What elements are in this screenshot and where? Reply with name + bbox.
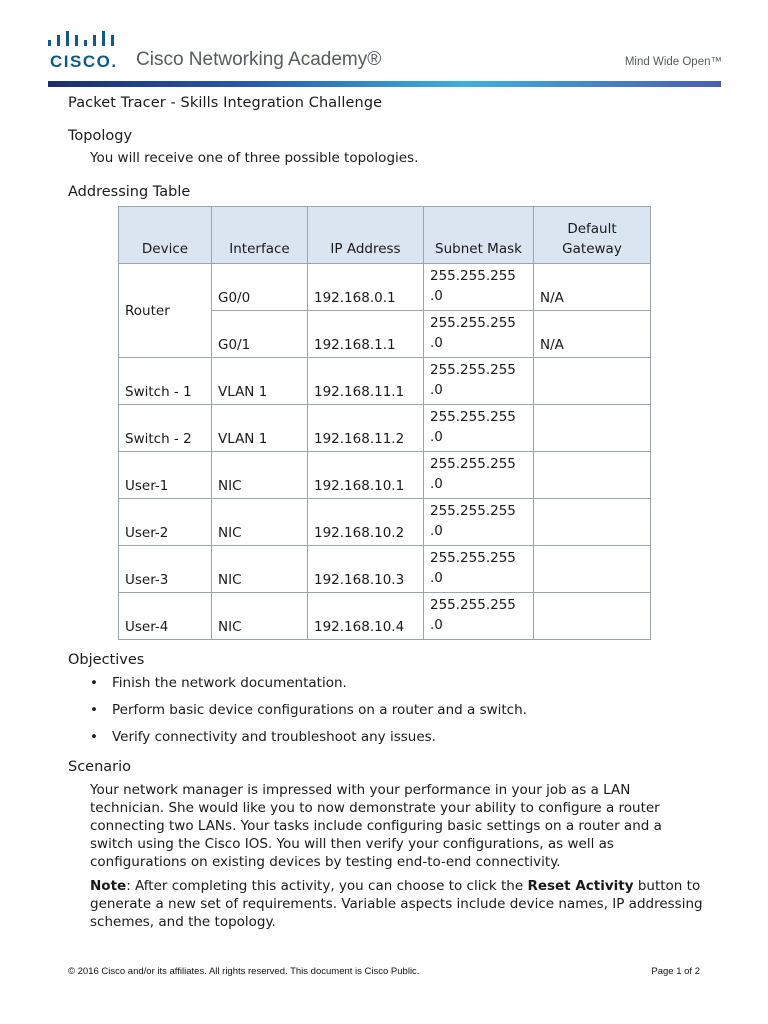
cell-ip: 192.168.0.1 (308, 264, 424, 311)
col-subnet-mask: Subnet Mask (424, 207, 534, 264)
list-item: • Perform basic device configurations on a router and a switch. (90, 702, 527, 718)
table-row (119, 405, 651, 452)
cell-interface: NIC (212, 499, 308, 546)
cell-mask: 255.255.255 .0 (424, 405, 534, 452)
cisco-brand: CISCO. (50, 52, 118, 71)
cell-interface: NIC (212, 546, 308, 593)
cell-ip: 192.168.10.3 (308, 546, 424, 593)
page-number: Page 1 of 2 (651, 966, 700, 977)
cell-ip: 192.168.10.2 (308, 499, 424, 546)
copyright-text: © 2016 Cisco and/or its affiliates. All rights reserved. This document is Cisco Public. (68, 966, 420, 977)
cell-device: Router (119, 264, 212, 358)
header-stripe (48, 81, 721, 87)
cell-device: User-2 (119, 499, 212, 546)
list-item: • Verify connectivity and troubleshoot any issues. (90, 729, 436, 745)
list-item: • Finish the network documentation. (90, 675, 347, 691)
objectives-list (90, 674, 708, 747)
cell-interface: NIC (212, 452, 308, 499)
table-row (119, 264, 651, 311)
cell-gateway (534, 452, 651, 499)
cell-interface: VLAN 1 (212, 405, 308, 452)
page-header (0, 0, 768, 90)
topology-text: You will receive one of three possible topologies. (90, 150, 419, 166)
cell-gateway: N/A (534, 264, 651, 311)
col-ip-address: IP Address (308, 207, 424, 264)
addressing-heading: Addressing Table (68, 184, 191, 200)
cell-device: Switch - 2 (119, 405, 212, 452)
scenario-heading: Scenario (68, 759, 132, 775)
note-label: Note (90, 878, 127, 894)
table-row (119, 358, 651, 405)
cell-gateway (534, 405, 651, 452)
bullet-icon: • (90, 702, 98, 718)
col-default-gateway: Default Gateway (534, 207, 651, 264)
col-device: Device (119, 207, 212, 264)
objectives-heading: Objectives (68, 652, 145, 668)
cell-gateway (534, 593, 651, 640)
cell-ip: 192.168.11.2 (308, 405, 424, 452)
cell-mask: 255.255.255 .0 (424, 546, 534, 593)
cell-ip: 192.168.10.4 (308, 593, 424, 640)
cell-interface: NIC (212, 593, 308, 640)
cell-gateway: N/A (534, 311, 651, 358)
col-interface: Interface (212, 207, 308, 264)
cell-ip: 192.168.10.1 (308, 452, 424, 499)
table-row (119, 546, 651, 593)
addressing-table (118, 206, 651, 640)
table-row (119, 452, 651, 499)
bullet-icon: • (90, 729, 98, 745)
cell-interface: VLAN 1 (212, 358, 308, 405)
table-row (119, 499, 651, 546)
cell-ip: 192.168.11.1 (308, 358, 424, 405)
cell-mask: 255.255.255 .0 (424, 358, 534, 405)
cell-device: User-3 (119, 546, 212, 593)
note-paragraph: Note: After completing this activity, you can choose to click the Reset Activity button to generate a new set of requirements. Variable aspects include device names, IP addressing schemes, and the topology. (90, 878, 703, 930)
cisco-logo-bars-icon (48, 31, 116, 51)
table-header-row (119, 207, 651, 264)
cell-ip: 192.168.1.1 (308, 311, 424, 358)
document-body (68, 95, 708, 937)
tagline: Mind Wide Open™ (624, 56, 722, 68)
cell-gateway (534, 499, 651, 546)
cell-interface: G0/1 (212, 311, 308, 358)
scenario-paragraph: Your network manager is impressed with your performance in your job as a LAN technician. She would like you to now demonstrate your ability to configure a router connecting two LANs. Your tasks include configuring basic settings on a router and a switch using the Cisco IOS. You will then verify your configurations, as well as configurations on existing devices by testing end-to-end connectivity. (90, 782, 662, 870)
reset-activity-ref: Reset Activity (527, 878, 634, 894)
document-title: Packet Tracer - Skills Integration Challenge (68, 95, 383, 111)
cell-gateway (534, 546, 651, 593)
cell-mask: 255.255.255 .0 (424, 499, 534, 546)
bullet-icon: • (90, 675, 98, 691)
cell-gateway (534, 358, 651, 405)
cell-device: User-4 (119, 593, 212, 640)
cell-mask: 255.255.255 .0 (424, 311, 534, 358)
cell-device: User-1 (119, 452, 212, 499)
topology-heading: Topology (68, 128, 133, 144)
page-footer (68, 966, 700, 977)
academy-title: Cisco Networking Academy® (136, 49, 382, 70)
cell-mask: 255.255.255 .0 (424, 452, 534, 499)
cell-device: Switch - 1 (119, 358, 212, 405)
cell-mask: 255.255.255 .0 (424, 593, 534, 640)
cell-interface: G0/0 (212, 264, 308, 311)
table-row (119, 593, 651, 640)
cell-mask: 255.255.255 .0 (424, 264, 534, 311)
